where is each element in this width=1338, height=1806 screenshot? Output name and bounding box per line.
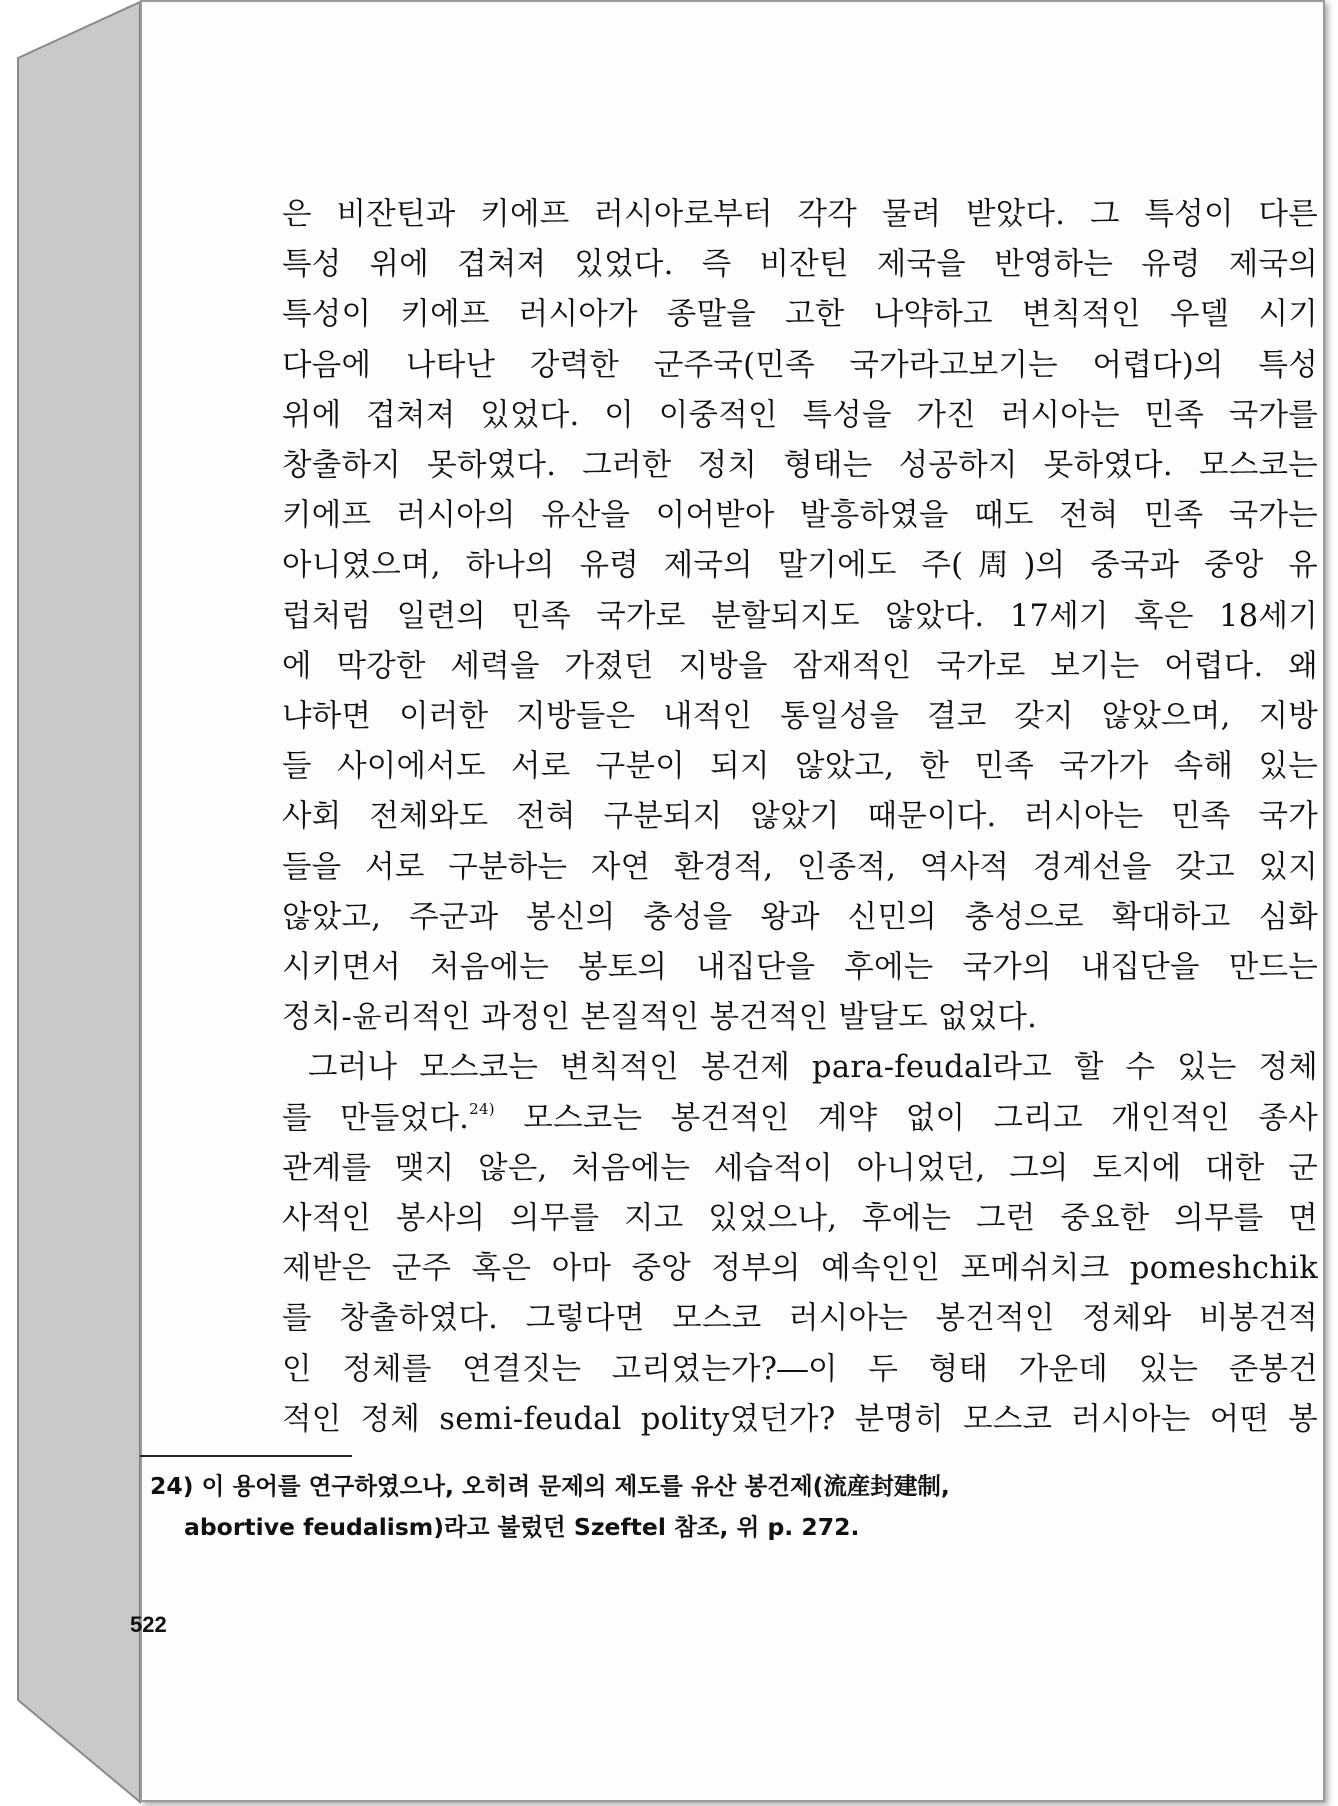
- text-line: 사회 전체와도 전혀 구분되지 않았기 때문이다. 러시아는 민족 국가: [282, 799, 1318, 835]
- text-line: 럽처럼 일련의 민족 국가로 분할되지도 않았다. 17세기 혹은 18세기: [282, 598, 1318, 634]
- footnote-line: abortive feudalism)라고 불렀던 Szeftel 참조, 위 p. 272.: [184, 1513, 860, 1541]
- text-line: 키에프 러시아의 유산을 이어받아 발흥하였을 때도 전혀 민족 국가는: [282, 498, 1318, 534]
- text-line: 다음에 나타난 강력한 군주국(민족 국가라고보기는 어렵다)의 특성: [282, 347, 1318, 383]
- text-line: [282, 1094, 1318, 1144]
- text-line: 를 창출하였다. 그렇다면 모스코 러시아는 봉건적인 정체와 비봉건적: [282, 1301, 1318, 1337]
- text-line: 그러나 모스코는 변칙적인 봉건제 para-feudal라고 할 수 있는 정체: [308, 1050, 1318, 1086]
- text-line: 특성 위에 겹쳐져 있었다. 즉 비잔틴 제국을 반영하는 유령 제국의: [282, 247, 1318, 283]
- text-line: 특성이 키에프 러시아가 종말을 고한 나약하고 변칙적인 우델 시기: [282, 297, 1318, 333]
- footnote-line: 24) 이 용어를 연구하였으나, 오히려 문제의 제도를 유산 봉건제(流産封建制,: [150, 1472, 950, 1500]
- text-line: 은 비잔틴과 키에프 러시아로부터 각각 물려 받았다. 그 특성이 다른: [282, 197, 1318, 232]
- footnote-divider: [140, 1455, 352, 1457]
- text-fragment: 를 만들었다.: [282, 1100, 470, 1136]
- text-line: 제받은 군주 혹은 아마 중앙 정부의 예속인인 포메쉬치크 pomeshchik: [282, 1251, 1318, 1287]
- footnote-reference[interactable]: 24): [469, 1099, 495, 1118]
- text-line: 들 사이에서도 서로 구분이 되지 않았고, 한 민족 국가가 속해 있는: [282, 749, 1318, 785]
- text-line: 정치-윤리적인 과정인 본질적인 봉건적인 발달도 없었다.: [282, 1000, 1038, 1036]
- text-line: 적인 정체 semi-feudal polity였던가? 분명히 모스코 러시아는 어떤 봉: [282, 1401, 1318, 1437]
- paragraph-1: [282, 190, 1318, 1043]
- text-line: 냐하면 이러한 지방들은 내적인 통일성을 결코 갖지 않았으며, 지방: [282, 699, 1318, 735]
- footnote: [150, 1466, 1176, 1548]
- text-line: 않았고, 주군과 봉신의 충성을 왕과 신민의 충성으로 확대하고 심화: [282, 899, 1318, 935]
- text-line: 시키면서 처음에는 봉토의 내집단을 후에는 국가의 내집단을 만드는: [282, 950, 1318, 986]
- text-line: 에 막강한 세력을 가졌던 지방을 잠재적인 국가로 보기는 어렵다. 왜: [282, 648, 1318, 684]
- text-line: 사적인 봉사의 의무를 지고 있었으나, 후에는 그런 중요한 의무를 면: [282, 1201, 1318, 1237]
- text-line: 관계를 맺지 않은, 처음에는 세습적이 아니었던, 그의 토지에 대한 군: [282, 1150, 1318, 1186]
- text-line: 들을 서로 구분하는 자연 환경적, 인종적, 역사적 경계선을 갖고 있지: [282, 849, 1318, 885]
- body-text: [282, 190, 1318, 1445]
- paragraph-2: [282, 1043, 1318, 1445]
- text-line: 아니였으며, 하나의 유령 제국의 말기에도 주(周)의 중국과 중앙 유: [282, 548, 1318, 584]
- page-number: 522: [130, 1612, 167, 1637]
- text-line: 인 정체를 연결짓는 고리였는가?―이 두 형태 가운데 있는 준봉건: [282, 1351, 1318, 1387]
- text-line: 위에 겹쳐져 있었다. 이 이중적인 특성을 가진 러시아는 민족 국가를: [282, 397, 1318, 433]
- text-fragment: 모스코는 봉건적인 계약 없이 그리고 개인적인 종사: [494, 1100, 1318, 1136]
- text-line: 창출하지 못하였다. 그러한 정치 형태는 성공하지 못하였다. 모스코는: [282, 448, 1318, 484]
